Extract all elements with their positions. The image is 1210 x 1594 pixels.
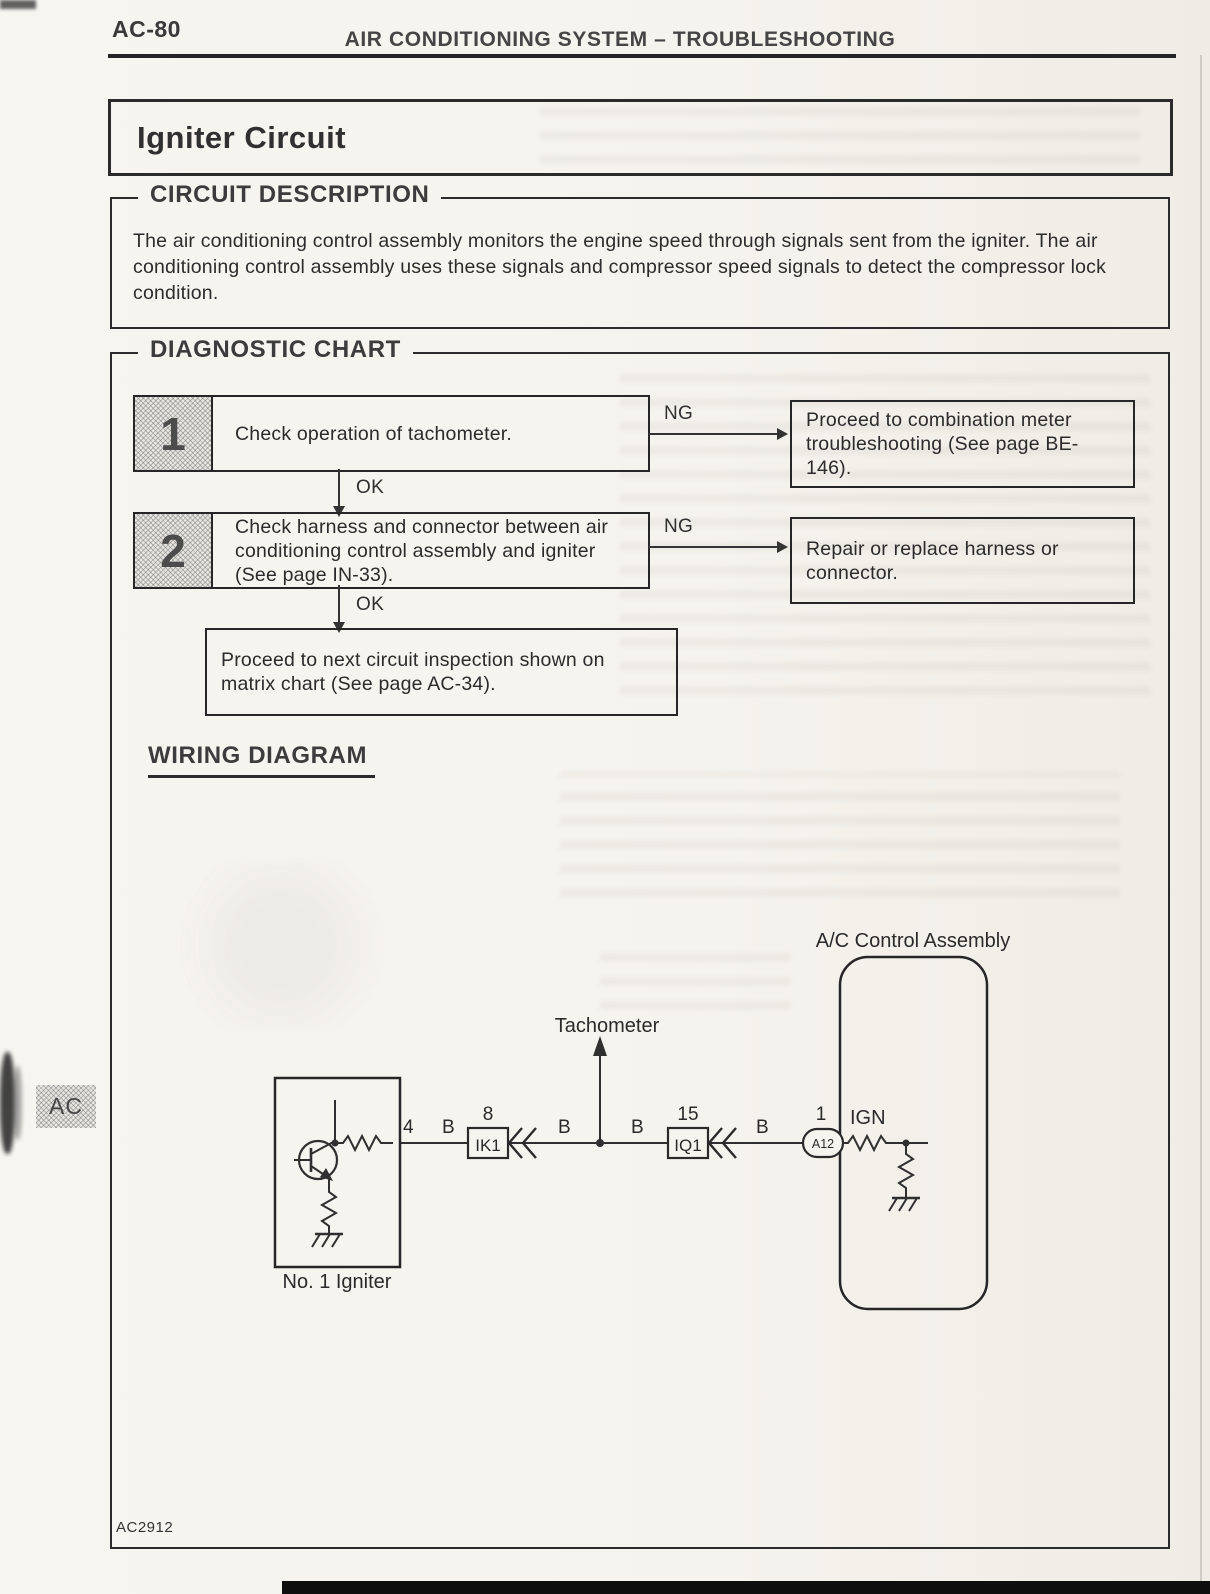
ng-result-box: Repair or replace harness or connector. [790,517,1135,604]
page-edge-tab: AC [36,1085,96,1128]
wire-color-label: B [442,1117,455,1138]
ground-hatch [899,1198,907,1211]
ground-hatch [312,1234,320,1247]
wiring-diagram-heading: WIRING DIAGRAM [148,742,375,778]
ac-control-assembly-label: A/C Control Assembly [815,930,1011,952]
circuit-description-text: The air conditioning control assembly monitors the engine speed through signals sent from the igniter. The air conditioning control assembly uses these signals and compressor speed signals to detect the compressor lock condition. [133,230,1107,304]
ng-result-box: Proceed to combination meter troubleshooting (See page BE-146). [790,400,1135,488]
assembly-resistor [843,1136,906,1150]
pin-15-label: 15 [677,1104,699,1125]
ok-arrow [338,469,340,508]
ng-arrow [648,546,786,548]
section-title: Igniter Circuit [137,119,347,155]
igniter-label: No. 1 Igniter [282,1271,392,1293]
tachometer-label: Tachometer [554,1015,660,1037]
igniter-ground-resistor [322,1179,336,1234]
ng-label: NG [664,403,694,424]
connector-iq1-label: IQ1 [674,1136,702,1155]
final-result-box: Proceed to next circuit inspection shown on matrix chart (See page AC-34). [205,628,678,716]
ng-label: NG [664,516,694,537]
ground-hatch [889,1198,897,1211]
wiring-diagram [250,920,1050,1320]
binding-mark [13,1066,22,1140]
figure-code: AC2912 [116,1519,174,1536]
wire-color-label: B [631,1117,644,1138]
wire-color-label: B [558,1117,571,1138]
connector-a12-label: A12 [811,1137,835,1151]
step-text: Check operation of tachometer. [235,422,512,445]
ng-arrow [648,433,786,435]
ok-arrow [338,585,340,624]
step-text: Check harness and connector between air conditioning control assembly and igniter (See page IN-33). [235,515,609,586]
diagnostic-step-2 [133,512,650,589]
diagnostic-chart-heading: DIAGNOSTIC CHART [138,336,413,364]
wire-color-label: B [756,1117,769,1138]
header-rule [108,54,1176,58]
ign-label: IGN [850,1107,886,1129]
scan-edge-line [1200,55,1202,1594]
scan-corner-mark [0,0,36,9]
section-title-box [108,99,1173,176]
step-number: 2 [135,514,213,587]
ok-label: OK [356,594,385,615]
pin-8-label: 8 [482,1104,494,1125]
pin-4-label: 4 [403,1117,414,1138]
ok-label: OK [356,477,385,498]
connector-ik1-label: IK1 [475,1136,501,1155]
diagnostic-step-1 [133,395,650,472]
wire-junction-dot [596,1139,604,1147]
scan-edge-bar [282,1581,1210,1594]
ground-hatch [322,1234,330,1247]
ground-hatch [332,1234,340,1247]
ground-hatch [909,1198,917,1211]
assembly-ground-resistor [899,1143,913,1198]
page-number: AC-80 [112,16,181,42]
pin-1-label: 1 [815,1104,827,1125]
igniter-resistor [335,1136,393,1150]
step-number: 1 [135,397,213,470]
up-arrow-icon [593,1036,607,1056]
ac-control-assembly-box [840,957,987,1309]
header-title: AIR CONDITIONING SYSTEM – TROUBLESHOOTING [344,28,896,51]
circuit-description-heading: CIRCUIT DESCRIPTION [138,181,441,209]
